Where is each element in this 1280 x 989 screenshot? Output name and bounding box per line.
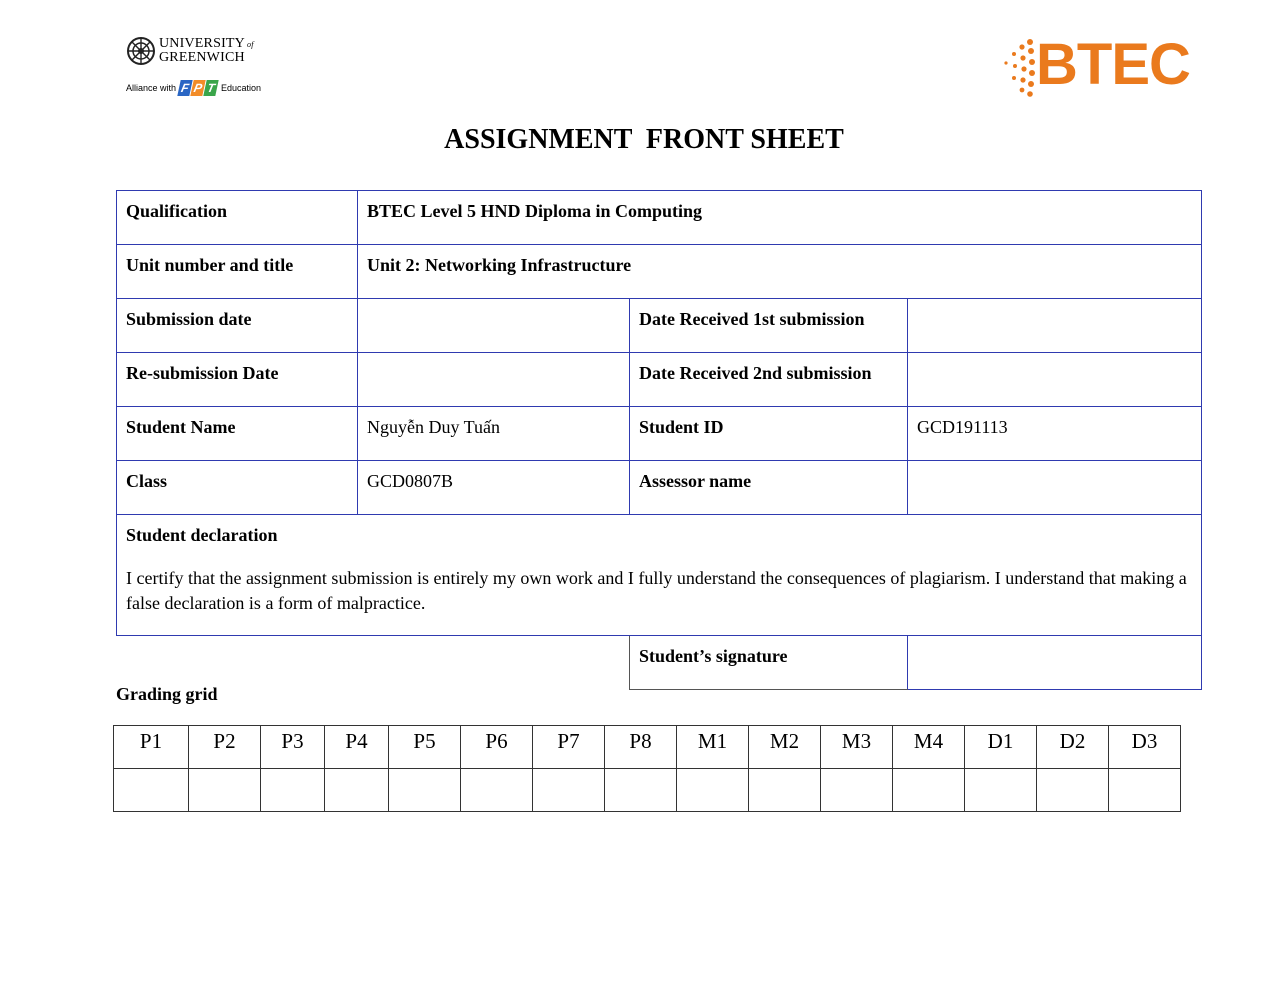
grading-score-row: [114, 769, 1181, 812]
alliance-line: [126, 80, 261, 96]
grade-header-p6: P6: [461, 726, 533, 769]
class-label: Class: [117, 461, 358, 515]
fpt-letter-f: F: [177, 80, 192, 96]
btec-logo: [1000, 32, 1195, 98]
grade-header-m1: M1: [677, 726, 749, 769]
grade-header-p2: P2: [189, 726, 261, 769]
declaration-row: [117, 515, 1202, 636]
date-received-1-label: Date Received 1st submission: [630, 299, 908, 353]
grade-cell-p7[interactable]: [533, 769, 605, 812]
alliance-prefix: Alliance with: [126, 83, 177, 93]
unit-row: [117, 245, 1202, 299]
resubmission-date-label: Re-submission Date: [117, 353, 358, 407]
grade-cell-d3[interactable]: [1109, 769, 1181, 812]
grade-cell-m3[interactable]: [821, 769, 893, 812]
submission-row: [117, 299, 1202, 353]
fpt-letter-p: P: [190, 80, 205, 96]
assessor-label: Assessor name: [630, 461, 908, 515]
grade-cell-p2[interactable]: [189, 769, 261, 812]
date-received-1-field[interactable]: [908, 299, 1202, 353]
qualification-label: Qualification: [117, 191, 358, 245]
grade-cell-p8[interactable]: [605, 769, 677, 812]
signature-field[interactable]: [908, 636, 1202, 690]
fpt-logo: [179, 80, 218, 96]
btec-wordmark: BTEC: [1036, 32, 1190, 97]
grade-header-p8: P8: [605, 726, 677, 769]
date-received-2-label: Date Received 2nd submission: [630, 353, 908, 407]
greenwich-emblem-icon: [126, 36, 156, 66]
university-name-line2: GREENWICH: [159, 50, 245, 65]
qualification-row: [117, 191, 1202, 245]
university-name-line1: UNIVERSITY of: [159, 36, 254, 51]
declaration-text: I certify that the assignment submission is entirely my own work and I fully understand the consequences of plagiarism. I understand that making a false declaration is a form of malpractice.: [126, 568, 1187, 613]
grade-cell-p3[interactable]: [261, 769, 325, 812]
resubmission-row: [117, 353, 1202, 407]
university-of-greenwich-logo: [124, 36, 264, 100]
grade-header-m2: M2: [749, 726, 821, 769]
grade-cell-p5[interactable]: [389, 769, 461, 812]
signature-spacer: [117, 636, 630, 690]
grade-cell-p1[interactable]: [114, 769, 189, 812]
class-row: [117, 461, 1202, 515]
grade-header-p5: P5: [389, 726, 461, 769]
qualification-value: BTEC Level 5 HND Diploma in Computing: [358, 191, 1202, 245]
student-name-label: Student Name: [117, 407, 358, 461]
grade-cell-p4[interactable]: [325, 769, 389, 812]
grade-cell-m2[interactable]: [749, 769, 821, 812]
grade-header-p7: P7: [533, 726, 605, 769]
date-received-2-field[interactable]: [908, 353, 1202, 407]
university-of-text: of: [247, 40, 254, 49]
grade-header-d2: D2: [1037, 726, 1109, 769]
grade-header-p4: P4: [325, 726, 389, 769]
unit-label: Unit number and title: [117, 245, 358, 299]
grade-cell-m1[interactable]: [677, 769, 749, 812]
grading-header-row: [114, 726, 1181, 769]
fpt-letter-t: T: [203, 80, 218, 96]
alliance-suffix: Education: [221, 83, 262, 93]
grade-header-d3: D3: [1109, 726, 1181, 769]
grade-header-m3: M3: [821, 726, 893, 769]
grade-header-p3: P3: [261, 726, 325, 769]
student-row: [117, 407, 1202, 461]
student-name-field[interactable]: Nguyễn Duy Tuấn: [358, 407, 630, 461]
unit-value: Unit 2: Networking Infrastructure: [358, 245, 1202, 299]
class-field[interactable]: GCD0807B: [358, 461, 630, 515]
declaration-heading: Student declaration: [126, 525, 278, 545]
student-id-field[interactable]: GCD191113: [908, 407, 1202, 461]
grade-cell-d1[interactable]: [965, 769, 1037, 812]
assessor-field[interactable]: [908, 461, 1202, 515]
grade-cell-m4[interactable]: [893, 769, 965, 812]
grading-grid-table: [113, 725, 1181, 812]
grade-header-p1: P1: [114, 726, 189, 769]
resubmission-date-field[interactable]: [358, 353, 630, 407]
declaration-cell: [117, 515, 1202, 636]
submission-date-field[interactable]: [358, 299, 630, 353]
front-sheet-table: [116, 190, 1202, 690]
grade-header-d1: D1: [965, 726, 1037, 769]
grade-cell-d2[interactable]: [1037, 769, 1109, 812]
btec-dots-icon: [1000, 38, 1040, 98]
signature-label: Student’s signature: [630, 636, 908, 690]
student-id-label: Student ID: [630, 407, 908, 461]
page-title: ASSIGNMENT FRONT SHEET: [444, 124, 844, 155]
grade-header-m4: M4: [893, 726, 965, 769]
grade-cell-p6[interactable]: [461, 769, 533, 812]
signature-row: [117, 636, 1202, 690]
submission-date-label: Submission date: [117, 299, 358, 353]
grading-grid-heading: Grading grid: [116, 684, 218, 704]
